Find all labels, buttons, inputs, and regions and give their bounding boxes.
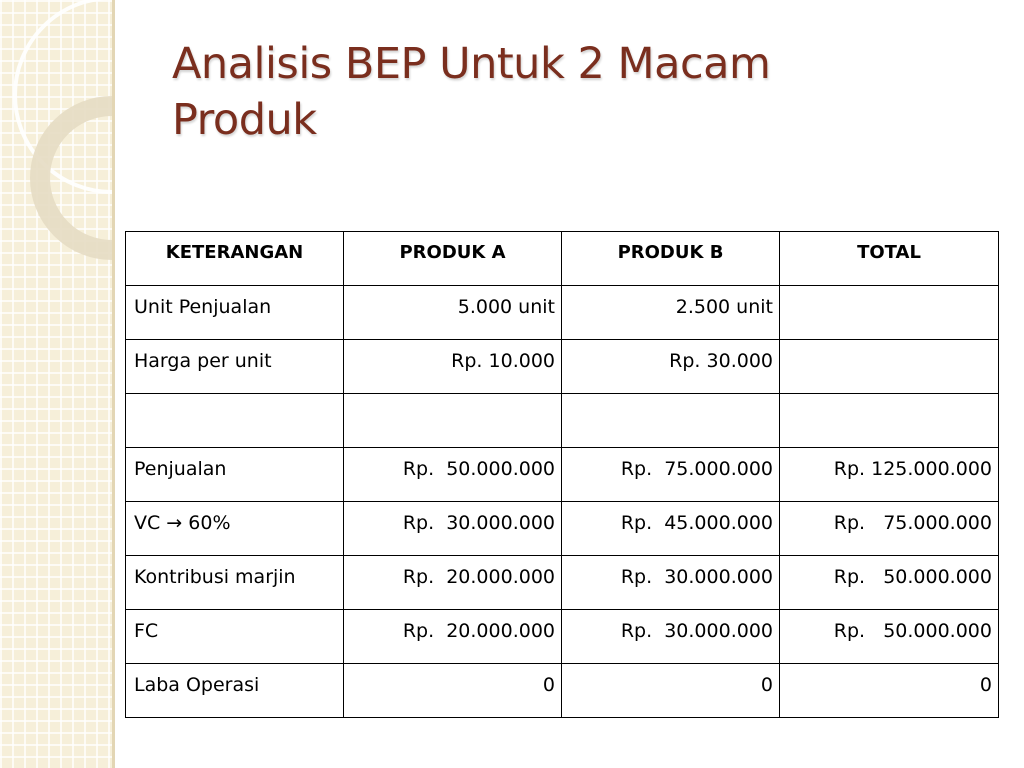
table-cell: Rp. 50.000.000 xyxy=(780,610,999,664)
table-row xyxy=(126,286,999,340)
table-header-row xyxy=(126,232,999,286)
decorative-ring-lower xyxy=(40,106,112,250)
table-cell xyxy=(562,394,780,448)
table-cell: 0 xyxy=(780,664,999,718)
table-cell: VC → 60% xyxy=(126,502,344,556)
table-row xyxy=(126,448,999,502)
table-cell xyxy=(126,394,344,448)
table-cell: Rp. 30.000 xyxy=(562,340,780,394)
table-cell: 2.500 unit xyxy=(562,286,780,340)
table-cell: Rp. 45.000.000 xyxy=(562,502,780,556)
table-cell xyxy=(780,286,999,340)
table-cell: Penjualan xyxy=(126,448,344,502)
table-cell: Rp. 50.000.000 xyxy=(780,556,999,610)
table-cell: FC xyxy=(126,610,344,664)
table-row xyxy=(126,394,999,448)
table-row xyxy=(126,610,999,664)
table-cell: Kontribusi marjin xyxy=(126,556,344,610)
table-cell xyxy=(780,340,999,394)
table-cell: Rp. 75.000.000 xyxy=(780,502,999,556)
slide-title-line-2: Produk xyxy=(172,95,317,145)
decorative-rings xyxy=(0,0,112,768)
table-cell: Rp. 30.000.000 xyxy=(562,556,780,610)
table-cell: Rp. 20.000.000 xyxy=(344,610,562,664)
table-cell: Rp. 125.000.000 xyxy=(780,448,999,502)
table-row xyxy=(126,556,999,610)
decorative-side-panel xyxy=(0,0,112,768)
slide-title-line-1: Analisis BEP Untuk 2 Macam xyxy=(172,39,771,89)
side-panel-edge xyxy=(112,0,115,768)
table-cell xyxy=(780,394,999,448)
column-header: PRODUK B xyxy=(562,232,780,286)
table-cell: Rp. 75.000.000 xyxy=(562,448,780,502)
table-row xyxy=(126,664,999,718)
table-cell: Unit Penjualan xyxy=(126,286,344,340)
table-cell: 5.000 unit xyxy=(344,286,562,340)
table-cell: Rp. 30.000.000 xyxy=(344,502,562,556)
table-row xyxy=(126,340,999,394)
table-cell: Laba Operasi xyxy=(126,664,344,718)
table-cell: Rp. 20.000.000 xyxy=(344,556,562,610)
column-header: PRODUK A xyxy=(344,232,562,286)
decorative-ring-upper xyxy=(15,0,112,192)
table-cell: Rp. 10.000 xyxy=(344,340,562,394)
bep-table xyxy=(125,231,999,718)
table-cell: 0 xyxy=(344,664,562,718)
table-cell: Rp. 30.000.000 xyxy=(562,610,780,664)
slide-title xyxy=(172,36,972,148)
table-cell: 0 xyxy=(562,664,780,718)
table-cell xyxy=(344,394,562,448)
column-header: KETERANGAN xyxy=(126,232,344,286)
column-header: TOTAL xyxy=(780,232,999,286)
table-row xyxy=(126,502,999,556)
table-cell: Rp. 50.000.000 xyxy=(344,448,562,502)
table-cell: Harga per unit xyxy=(126,340,344,394)
